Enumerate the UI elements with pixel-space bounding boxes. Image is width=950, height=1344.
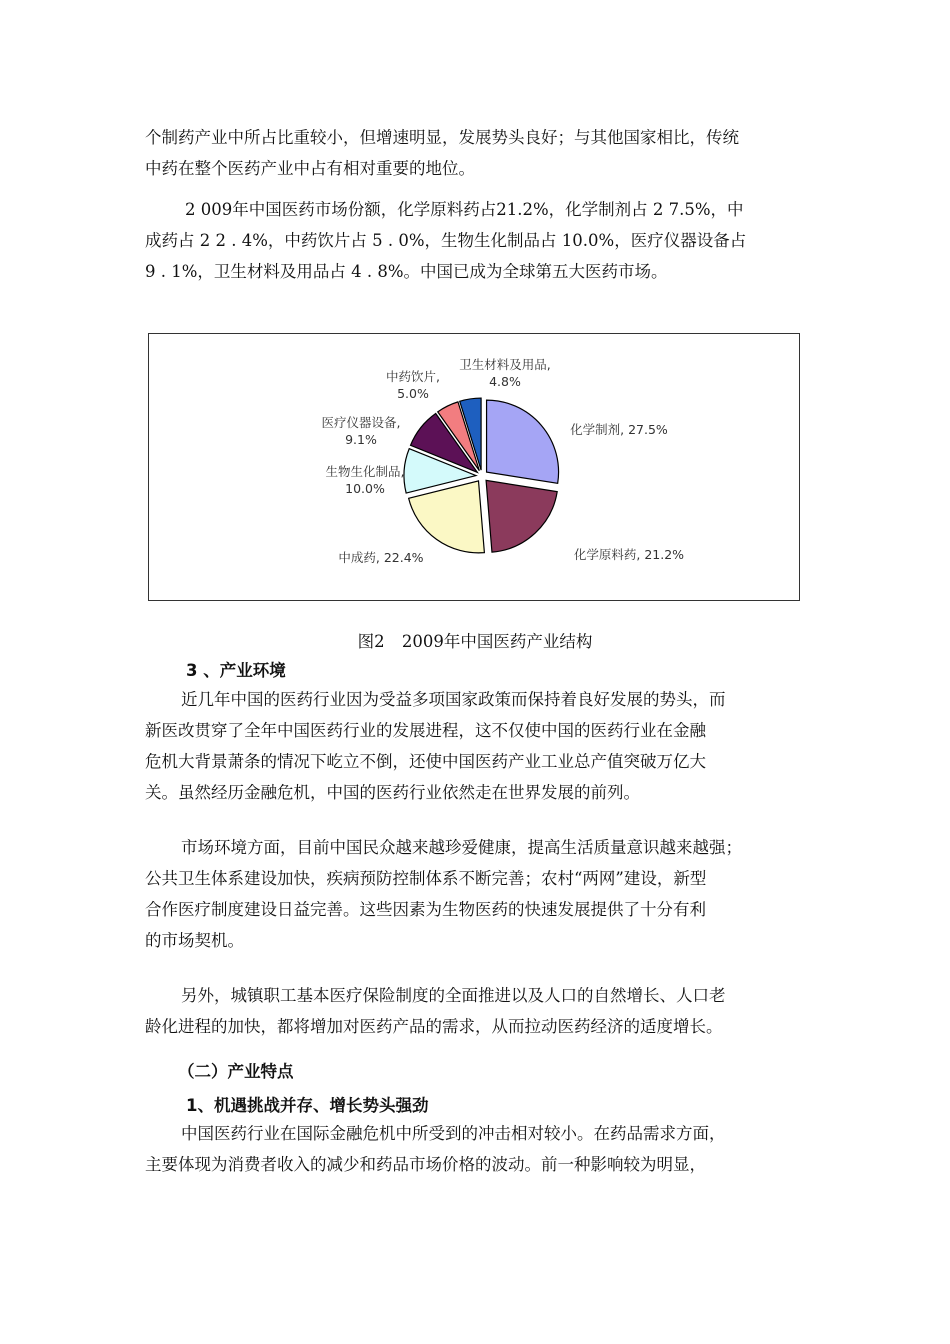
- paragraph-policy: [145, 684, 810, 808]
- text-line: 主要体现为消费者收入的减少和药品市场价格的波动。前一种影响较为明显，: [145, 1155, 706, 1174]
- text-line: 成药占 2 2 . 4%，中药饮片占 5 . 0%，生物生化制品占 10.0%，医疗仪器设备占: [145, 231, 747, 250]
- text-line: 合作医疗制度建设日益完善。这些因素为生物医药的快速发展提供了十分有利: [145, 900, 706, 919]
- slice-label: 中药饮片, 5.0%: [386, 369, 440, 401]
- figure-title: 2009年中国医药产业结构: [401, 632, 593, 651]
- subsection-heading-opportunities: 1、机遇挑战并存、增长势头强劲: [186, 1096, 429, 1115]
- paragraph-intro-continued: [145, 122, 810, 184]
- slice-label: 化学制剂, 27.5%: [570, 422, 668, 437]
- slice-label: 化学原料药, 21.2%: [573, 547, 685, 562]
- paragraph-insurance: [145, 980, 810, 1042]
- paragraph-financial-crisis: [145, 1118, 810, 1180]
- pie-slice: [486, 480, 557, 552]
- section-heading-features: （二）产业特点: [178, 1062, 294, 1081]
- text-line: 公共卫生体系建设加快，疾病预防控制体系不断完善；农村“两网”建设，新型: [145, 869, 707, 888]
- text-line: 的市场契机。: [145, 931, 244, 950]
- text-line: 另外，城镇职工基本医疗保险制度的全面推进以及人口的自然增长、人口老: [181, 986, 726, 1005]
- paragraph-market-environment: [145, 832, 810, 956]
- text-line: 近几年中国的医药行业因为受益多项国家政策而保持着良好发展的势头，而: [181, 690, 726, 709]
- section-heading-environment: 3 、产业环境: [186, 661, 286, 680]
- pie-chart-figure: [148, 333, 800, 601]
- text-line: 9 . 1%，卫生材料及用品占 4 . 8%。中国已成为全球第五大医药市场。: [145, 262, 668, 281]
- pie-slice: [409, 481, 485, 553]
- slice-label: 卫生材料及用品, 4.8%: [459, 357, 551, 389]
- text-line: 新医改贯穿了全年中国医药行业的发展进程，这不仅使中国的医药行业在金融: [145, 721, 706, 740]
- paragraph-market-share: [145, 194, 810, 287]
- figure-number: 图2: [357, 632, 385, 651]
- text-line: 个制药产业中所占比重较小，但增速明显，发展势头良好；与其他国家相比，传统: [145, 128, 739, 147]
- text-line: 关。虽然经历金融危机，中国的医药行业依然走在世界发展的前列。: [145, 783, 640, 802]
- text-line: 中国医药行业在国际金融危机中所受到的冲击相对较小。在药品需求方面，: [181, 1124, 726, 1143]
- text-line: 市场环境方面，目前中国民众越来越珍爱健康，提高生活质量意识越来越强；: [181, 838, 742, 857]
- slice-label: 生物生化制品, 10.0%: [325, 464, 405, 496]
- pie-chart: [149, 334, 801, 602]
- text-line: 龄化进程的加快，都将增加对医药产品的需求，从而拉动医药经济的适度增长。: [145, 1017, 723, 1036]
- slice-label: 医疗仪器设备, 9.1%: [321, 415, 401, 447]
- text-line: 中药在整个医药产业中占有相对重要的地位。: [145, 159, 475, 178]
- slice-label: 中成药, 22.4%: [338, 550, 424, 565]
- text-line: 2 009年中国医药市场份额，化学原料药占21.2%，化学制剂占 2 7.5%，中: [185, 200, 744, 219]
- figure-caption: [0, 628, 950, 652]
- text-line: 危机大背景萧条的情况下屹立不倒，还使中国医药产业工业总产值突破万亿大: [145, 752, 706, 771]
- pie-slice: [487, 400, 559, 483]
